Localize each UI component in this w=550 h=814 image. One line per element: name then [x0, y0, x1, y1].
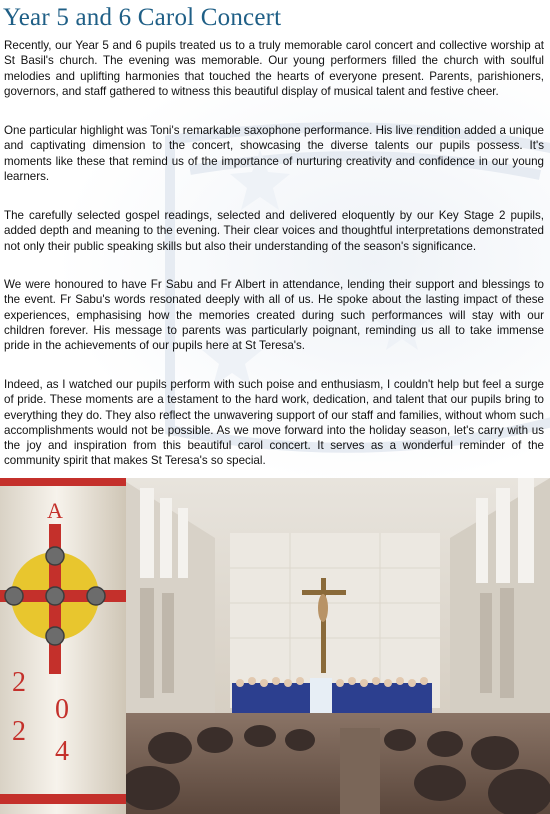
- article-paragraph-5: Indeed, as I watched our pupils perform with such poise and enthusiasm, I couldn't help but feel a surge of pride. These moments are a testament to the hard work, dedication, and talent that our pupils bring to everything they do. They also reflect the unwavering support of our staff and families, without whom such accomplishments would not be possible. As we move forward into the holiday season, let's carry with us the joy and inspiration from this beautiful carol concert. It serves as a wonderful reminder of the community spirit that makes St Teresa's so special.: [4, 378, 544, 468]
- article-paragraph-2: One particular highlight was Toni's remarkable saxophone performance. His live rendition added a unique and captivating dimension to the concert, showcasing the diverse talents our pupils possess. It's moments like these that remind us of the importance of nurturing creativity and confidence in our young learners.: [4, 124, 544, 183]
- candle-digit-1: 2: [12, 667, 26, 698]
- candle-digit-3: 2: [12, 716, 26, 747]
- church-concert-photo: [0, 478, 550, 814]
- article-title: Year 5 and 6 Carol Concert: [3, 4, 282, 31]
- article-paragraph-4: We were honoured to have Fr Sabu and Fr Albert in attendance, lending their support and blessings to the event. Fr Sabu's words resonated deeply with all of us. He spoke about the lasting impact of these experiences, emphasising how the memories created during such performances will stay with our children forever. His message to parents was particularly poignant, reminding us all to take immense pride in the achievements of our pupils here at St Teresa's.: [4, 278, 544, 353]
- article-paragraph-3: The carefully selected gospel readings, selected and delivered eloquently by our Key Stage 2 pupils, added depth and meaning to the evening. Their clear voices and thoughtful interpretations demonstrated not only their public speaking skills but also their understanding of the season's significance.: [4, 209, 544, 253]
- church-interior-image: [0, 478, 550, 814]
- article-paragraph-1: Recently, our Year 5 and 6 pupils treated us to a truly memorable carol concert and collective worship at St Basil's church. The evening was memorable. Our young performers filled the church with soulful melodies and uplifting harmonies that touched the hearts of everyone present. Parents, parishioners, governors, and staff gathered to witness this beautiful display of musical talent and festive cheer.: [4, 39, 544, 98]
- candle-digit-4: 4: [55, 736, 69, 767]
- candle-digit-2: 0: [55, 694, 69, 725]
- svg-text:A: A: [47, 498, 63, 523]
